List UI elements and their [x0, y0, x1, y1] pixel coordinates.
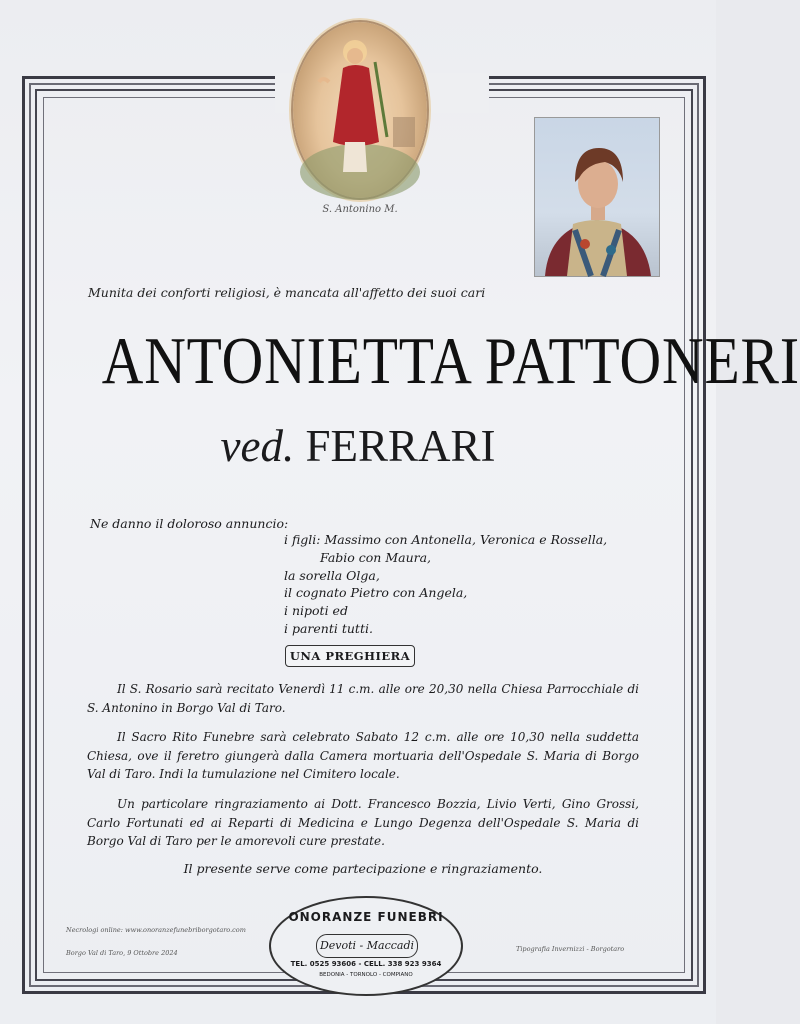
rosary-paragraph: Il S. Rosario sarà recitato Venerdì 11 c.m. alle ore 20,30 nella Chiesa Parrocchiale di S. Antonino in Borgo Val di Taro. — [87, 682, 639, 715]
married-surname: FERRARI — [305, 421, 496, 471]
family-line: i nipoti ed — [284, 603, 348, 619]
announcement-lead: Ne danno il doloroso annuncio: — [90, 516, 289, 531]
family-line: i figli: Massimo con Antonella, Veronica e Rossella, — [284, 532, 608, 547]
closing-line: Il presente serve come partecipazione e ringraziamento. — [183, 861, 543, 876]
printer-credit: Tipografia Invernizzi - Borgotaro — [516, 945, 625, 953]
portrait-photo — [534, 117, 660, 277]
saint-caption: S. Antonino M. — [322, 204, 398, 215]
logo-signature: Devoti - Maccadi — [316, 934, 418, 958]
online-condolences: Necrologi online: www.onoranzefunebriborgotaro.com — [66, 926, 246, 934]
saint-holy-image — [293, 22, 427, 198]
prayer-label: UNA PREGHIERA — [285, 645, 415, 667]
logo-towns: BEDONIA - TORNOLO - COMPIANO — [319, 972, 413, 978]
funeral-home-logo — [269, 896, 463, 996]
deceased-name: ANTONIETTA PATTONERI — [101, 324, 800, 398]
thanks-paragraph: Un particolare ringraziamento ai Dott. Francesco Bozzia, Livio Verti, Gino Grossi, Carlo Fortunati ed ai Reparti di Medicina e Lungo Degenza dell'Ospedale S. Maria di Borgo Val di Taro per le amorevoli cure prestate. — [87, 797, 639, 848]
married-name-line — [60, 421, 656, 471]
logo-phone: TEL. 0525 93606 - CELL. 338 923 9364 — [290, 960, 442, 968]
family-line: il cognato Pietro con Angela, — [284, 585, 468, 601]
place-date: Borgo Val di Taro, 9 Ottobre 2024 — [66, 949, 178, 957]
funeral-rite-paragraph: Il Sacro Rito Funebre sarà celebrato Sabato 12 c.m. alle ore 10,30 nella suddetta Chiesa, ove il feretro giungerà dalla Camera mortuaria dell'Ospedale S. Maria di Borgo Val di Taro. Indi la tumulazione nel Cimitero locale. — [87, 730, 639, 781]
intro-text: Munita dei conforti religiosi, è mancata all'affetto dei suoi cari — [88, 285, 486, 300]
family-line: Fabio con Maura, — [320, 549, 432, 565]
logo-title: ONORANZE FUNEBRI — [288, 910, 444, 924]
family-list — [284, 531, 664, 638]
family-line: la sorella Olga, — [284, 567, 380, 583]
family-line: i parenti tutti. — [284, 620, 373, 636]
widow-prefix: ved. — [220, 421, 295, 471]
